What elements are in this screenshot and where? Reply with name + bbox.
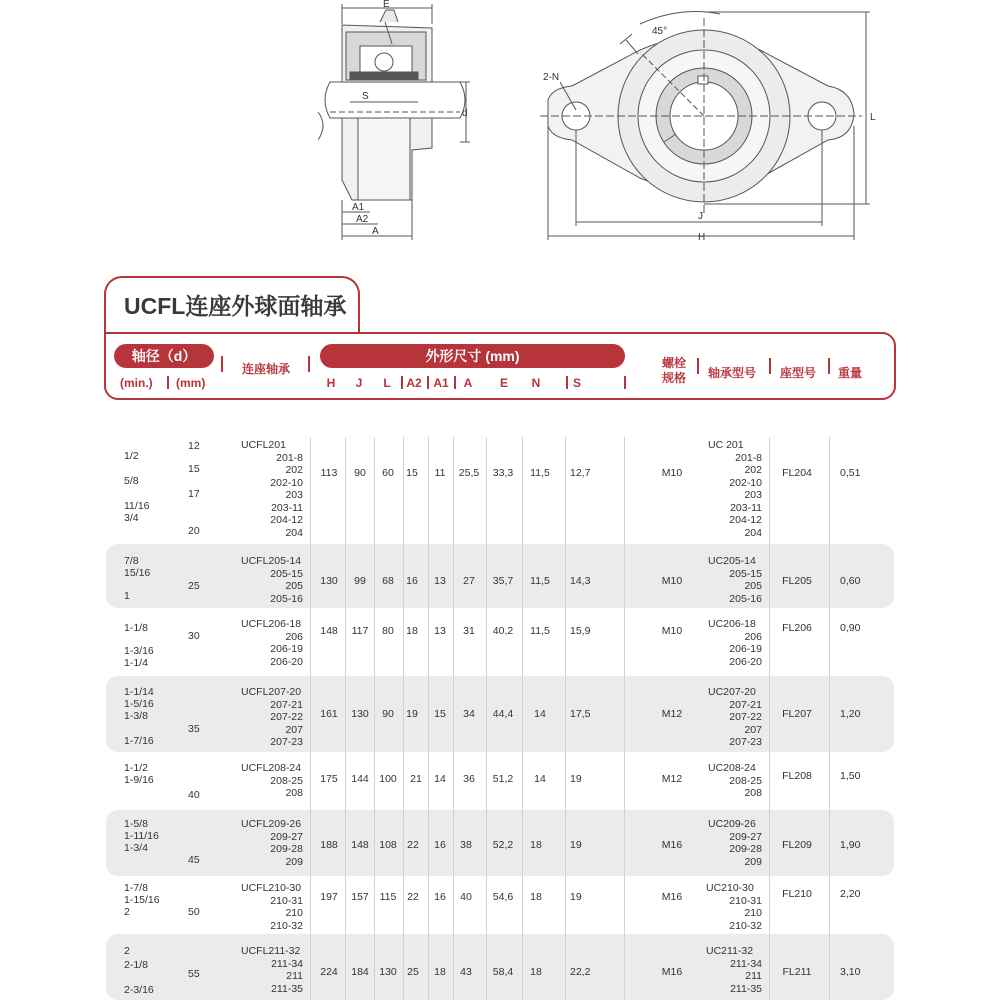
unit-bearing-list (241, 618, 303, 668)
mm-size: 17 (188, 488, 200, 500)
dim-j-value: 148 (351, 839, 369, 851)
unit-bearing-model: 205 (285, 580, 303, 592)
column-line (428, 437, 429, 1000)
unit-bearing-model: 211-34 (271, 957, 303, 970)
dim-l-value: 130 (379, 966, 397, 978)
bearing-list (708, 555, 762, 605)
dim-a1-value: 13 (434, 625, 446, 637)
dim-e-value: 40,2 (492, 625, 514, 637)
bearing-model: 202 (744, 464, 762, 476)
column-line (374, 437, 375, 1000)
dim-header-l: L (383, 376, 391, 390)
unit-bearing-header: 连座轴承 (242, 362, 291, 376)
dim-l-value: 60 (382, 467, 394, 479)
unit-bearing-model: 208-25 (270, 774, 303, 787)
column-line (829, 437, 830, 1000)
housing-model: FL211 (782, 966, 812, 978)
unit-bearing-model: UCFL209-26 (241, 818, 302, 830)
bearing-list (708, 618, 762, 668)
dim-a-value: 34 (463, 708, 475, 720)
inch-size: 1-7/8 (124, 882, 148, 894)
dim-label-d: d (462, 108, 468, 119)
dim-a-value: 40 (460, 891, 472, 903)
bearing-model: 204-12 (729, 514, 762, 526)
dim-a1-value: 15 (434, 708, 446, 720)
dim-a2-value: 21 (410, 773, 422, 785)
inch-size: 1 (124, 590, 130, 602)
technical-drawings (0, 0, 1000, 260)
inch-size: 1-11/16 (124, 830, 159, 842)
bearing-model: 208-25 (729, 774, 762, 787)
mm-size: 40 (188, 789, 200, 801)
inch-size: 1-5/16 (124, 698, 154, 710)
housing-model: FL209 (782, 839, 812, 851)
unit-bearing-model: 205-15 (270, 567, 303, 580)
unit-bearing-model: 202-10 (270, 476, 303, 489)
inch-size: 1-9/16 (124, 774, 154, 786)
weight-header: 重量 (838, 366, 863, 380)
side-section-view (318, 4, 470, 240)
column-line (310, 437, 311, 1000)
header-separator (828, 358, 830, 374)
bearing-model: 201-8 (735, 451, 762, 464)
dim-a2-value: 22 (407, 891, 419, 903)
bearing-model: 205-15 (729, 567, 762, 580)
dim-n-value: 18 (530, 891, 542, 903)
inch-size: 2-1/8 (124, 959, 148, 971)
dim-h-value: 224 (320, 966, 338, 978)
dim-a1-value: 13 (434, 575, 446, 587)
bolt-size: M16 (661, 891, 683, 903)
dim-h-value: 161 (320, 708, 338, 720)
bearing-no-header: 轴承型号 (708, 366, 757, 380)
dim-j-value: 117 (351, 625, 369, 637)
dim-h-value: 113 (320, 467, 338, 479)
dim-header-j: J (355, 376, 363, 390)
angle-label: 45° (652, 26, 668, 37)
dim-n-value: 11,5 (530, 575, 550, 587)
dim-s-value: 19 (570, 891, 582, 903)
housing-model: FL204 (782, 467, 812, 479)
bearing-model: 207-23 (729, 736, 762, 748)
inch-size: 2 (124, 945, 130, 957)
dim-a2-value: 15 (406, 467, 418, 479)
dim-header-s: S (572, 376, 582, 390)
unit-bearing-model: 207-22 (270, 711, 303, 723)
page-title: UCFL连座外球面轴承 (124, 293, 347, 319)
unit-bearing-model: 206-20 (270, 655, 303, 668)
bearing-model: 206-19 (729, 643, 762, 655)
unit-bearing-model: 206-19 (270, 643, 303, 655)
mm-unit-label: (mm) (176, 376, 206, 390)
inch-size: 1-1/4 (124, 657, 148, 669)
bearing-model: UC207-20 (708, 686, 756, 698)
dim-a2-value: 16 (406, 575, 418, 587)
unit-bearing-model: 207 (285, 723, 303, 736)
bearing-model: 211-35 (730, 982, 762, 995)
dim-h-value: 188 (320, 839, 338, 851)
unit-bearing-list (241, 762, 303, 800)
bolt-size: M10 (661, 625, 683, 637)
dim-a-value: 36 (463, 773, 475, 785)
unit-bearing-model: 201-8 (276, 451, 303, 464)
dim-a-value: 43 (460, 966, 472, 978)
mm-size: 20 (188, 525, 200, 537)
inch-size: 1-1/14 (124, 686, 154, 698)
dim-n-value: 11,5 (530, 467, 550, 479)
dim-j-value: 184 (351, 966, 369, 978)
housing-model: FL207 (782, 708, 812, 720)
dim-a1-value: 11 (434, 467, 446, 479)
unit-bearing-model: 208 (285, 787, 303, 799)
unit-bearing-model: 210 (285, 907, 303, 919)
bolt-header-line2: 规格 (662, 371, 687, 385)
bearing-model: 209-28 (729, 843, 762, 855)
dimensions-pill (320, 344, 625, 368)
bolt-header (662, 356, 686, 386)
bearing-model: UC208-24 (708, 762, 756, 774)
dim-h-value: 197 (320, 891, 338, 903)
bearing-model: 209 (744, 855, 762, 868)
dim-s-value: 12,7 (570, 467, 591, 479)
dim-label-a1: A1 (352, 202, 365, 213)
unit-bearing-model: UCFL208-24 (241, 762, 302, 774)
dim-a1-value: 16 (434, 839, 446, 851)
mm-size: 35 (188, 723, 200, 735)
dim-j-value: 99 (354, 575, 366, 587)
bearing-model: UC211-32 (706, 945, 754, 957)
bearing-model: 205-16 (729, 592, 762, 605)
dim-s-value: 15,9 (570, 625, 591, 637)
dim-s-value: 19 (570, 839, 582, 851)
dim-e-value: 54,6 (492, 891, 514, 903)
column-line (345, 437, 346, 1000)
dim-j-value: 157 (351, 891, 369, 903)
housing-model: FL208 (782, 770, 812, 782)
dim-n-value: 18 (530, 839, 542, 851)
unit-bearing-model: 204-12 (270, 514, 303, 526)
bearing-model: UC209-26 (708, 818, 756, 830)
dim-j-value: 144 (351, 773, 369, 785)
dim-a2-value: 25 (407, 966, 419, 978)
mm-size: 30 (188, 630, 200, 642)
dim-l-value: 115 (379, 891, 397, 903)
dim-header-n: N (531, 376, 541, 390)
dim-h-value: 130 (320, 575, 338, 587)
unit-bearing-model: 204 (285, 526, 303, 539)
bearing-list (708, 762, 762, 800)
inch-size: 11/16 (124, 500, 150, 512)
bolt-header-line1: 螺栓 (662, 356, 687, 370)
mm-size: 45 (188, 854, 200, 866)
mm-size: 25 (188, 580, 200, 592)
dim-e-value: 58,4 (492, 966, 514, 978)
unit-bearing-model: UCFL210-30 (241, 882, 302, 894)
bearing-model: 206 (744, 630, 762, 643)
weight-value: 0,60 (840, 575, 861, 587)
inch-size: 1-3/4 (124, 842, 148, 854)
dim-e-value: 33,3 (492, 467, 514, 479)
bearing-model: UC 201 (708, 439, 744, 451)
housing-model: FL206 (782, 622, 812, 634)
dim-label-a: A (372, 226, 379, 237)
bearing-model: 207-22 (729, 711, 762, 723)
dim-a-value: 25,5 (458, 467, 480, 479)
dim-a1-value: 18 (434, 966, 446, 978)
unit-bearing-model: 210-31 (270, 894, 303, 907)
inch-size: 2 (124, 906, 130, 918)
unit-bearing-model: 211 (286, 970, 303, 982)
column-line (522, 437, 523, 1000)
bearing-model: UC206-18 (708, 618, 756, 630)
unit-bearing-list (241, 686, 303, 749)
dim-n-value: 11,5 (530, 625, 550, 637)
weight-value: 2,20 (840, 888, 861, 900)
dim-a2-value: 19 (406, 708, 418, 720)
weight-value: 1,20 (840, 708, 861, 720)
dim-label-j: J (698, 211, 703, 222)
front-flange-view (540, 12, 870, 240)
unit-bearing-model: 202 (285, 464, 303, 476)
header-separator (697, 358, 699, 374)
shaft-diameter-label: 轴径（d） (131, 348, 197, 364)
dim-header-a: A (463, 376, 473, 390)
dim-h-value: 148 (320, 625, 338, 637)
bearing-model: 209-27 (729, 830, 762, 843)
mm-size: 15 (188, 463, 200, 475)
dim-label-l: L (870, 112, 876, 123)
dim-label-s: S (362, 91, 369, 102)
bearing-list (708, 439, 762, 539)
header-separator (427, 376, 429, 389)
bearing-model: UC210-30 (706, 882, 754, 894)
bearing-model: 203 (744, 489, 762, 501)
dim-l-value: 68 (382, 575, 394, 587)
column-line (486, 437, 487, 1000)
unit-bearing-model: UCFL207-20 (241, 686, 302, 698)
unit-bearing-model: 210-32 (270, 919, 303, 932)
bolt-size: M16 (661, 966, 683, 978)
dim-a-value: 27 (463, 575, 475, 587)
header-separator (566, 376, 568, 389)
inch-size: 15/16 (124, 567, 151, 579)
unit-bearing-model: 203 (285, 489, 303, 501)
unit-bearing-model: 205-16 (270, 592, 303, 605)
dim-header-a1: A1 (433, 376, 449, 390)
weight-value: 0,90 (840, 622, 861, 634)
bearing-list (708, 818, 762, 868)
header-separator (167, 376, 169, 389)
dim-s-value: 17,5 (570, 708, 591, 720)
bearing-model: 208 (744, 787, 762, 799)
dim-e-value: 52,2 (492, 839, 514, 851)
unit-bearing-list (241, 818, 303, 868)
unit-bearing-list (241, 945, 303, 995)
weight-value: 1,90 (840, 839, 861, 851)
column-line (624, 437, 625, 1000)
unit-bearing-model: 209-27 (270, 830, 303, 843)
unit-bearing-list (241, 439, 303, 539)
bolt-size: M10 (661, 575, 683, 587)
mm-size: 12 (188, 440, 200, 452)
bearing-model: 210-31 (729, 894, 762, 907)
unit-bearing-model: 211-35 (271, 982, 303, 995)
mm-size: 50 (188, 906, 200, 918)
bearing-model: 203-11 (730, 501, 762, 514)
inch-size: 1-15/16 (124, 894, 160, 906)
bearing-model: 211 (745, 970, 762, 982)
dim-a2-value: 18 (406, 625, 418, 637)
bearing-model: 211-34 (730, 957, 762, 970)
unit-bearing-list (241, 882, 303, 932)
dim-s-value: 19 (570, 773, 582, 785)
dim-n-value: 14 (534, 708, 546, 720)
dim-label-a2: A2 (356, 214, 369, 225)
column-line (453, 437, 454, 1000)
dim-a-value: 31 (463, 625, 475, 637)
dim-header-e: E (499, 376, 509, 390)
dim-e-value: 51,2 (492, 773, 514, 785)
dim-a1-value: 16 (434, 891, 446, 903)
dim-label-e: E (383, 0, 390, 10)
weight-value: 1,50 (840, 770, 861, 782)
inch-size: 1-7/16 (124, 735, 154, 747)
dim-l-value: 90 (382, 708, 394, 720)
dim-a1-value: 14 (434, 773, 446, 785)
inch-size: 1-1/2 (124, 762, 148, 774)
dim-l-value: 80 (382, 625, 394, 637)
housing-model: FL210 (782, 888, 812, 900)
inch-size: 2-3/16 (124, 984, 154, 996)
mm-size: 55 (188, 968, 200, 980)
weight-value: 3,10 (840, 966, 861, 978)
dim-e-value: 44,4 (492, 708, 514, 720)
housing-model: FL205 (782, 575, 812, 587)
inch-size: 1-5/8 (124, 818, 148, 830)
unit-bearing-model: 207-23 (270, 736, 303, 748)
dimensions-title: 外形尺寸 (mm) (425, 348, 520, 364)
min-unit-label: (min.) (120, 376, 153, 390)
bearing-model: 210-32 (729, 919, 762, 932)
bearing-model: 207-21 (729, 698, 762, 711)
bearing-model: 206-20 (729, 655, 762, 668)
bearing-model: 210 (744, 907, 762, 919)
inch-size: 5/8 (124, 475, 139, 487)
column-line (403, 437, 404, 1000)
dim-a2-value: 22 (407, 839, 419, 851)
column-line (769, 437, 770, 1000)
inch-size: 1/2 (124, 450, 139, 462)
housing-no-header: 座型号 (780, 366, 817, 380)
bearing-list (706, 945, 762, 995)
header-separator (221, 356, 223, 372)
inch-size: 7/8 (124, 555, 139, 567)
dim-label-n: 2-N (543, 72, 560, 83)
unit-bearing-model: UCFL211-32 (241, 945, 301, 957)
unit-bearing-model: UCFL206-18 (241, 618, 302, 630)
unit-bearing-list (241, 555, 303, 605)
bolt-size: M10 (661, 467, 683, 479)
bearing-model: 204 (744, 526, 762, 539)
inch-size: 3/4 (124, 512, 139, 524)
unit-bearing-model: 209-28 (270, 843, 303, 855)
unit-bearing-model: 206 (285, 630, 303, 643)
column-line (565, 437, 566, 1000)
dim-header-h: H (326, 376, 336, 390)
bearing-list (708, 686, 762, 749)
header-separator (624, 376, 626, 389)
dim-s-value: 22,2 (570, 966, 591, 978)
dim-j-value: 130 (351, 708, 369, 720)
unit-bearing-model: 209 (285, 855, 303, 868)
bearing-model: 202-10 (729, 476, 762, 489)
unit-bearing-model: UCFL201 (241, 439, 286, 451)
weight-value: 0,51 (840, 467, 861, 479)
bearing-model: UC205-14 (708, 555, 756, 567)
dim-label-h: H (698, 232, 706, 243)
dim-a-value: 38 (460, 839, 472, 851)
header-separator (769, 358, 771, 374)
dim-s-value: 14,3 (570, 575, 591, 587)
shaft-diameter-pill (114, 344, 214, 368)
dim-n-value: 18 (530, 966, 542, 978)
inch-size: 1-3/16 (124, 645, 154, 657)
unit-bearing-model: 207-21 (270, 698, 303, 711)
dim-j-value: 90 (354, 467, 366, 479)
bearing-model: 205 (744, 580, 762, 592)
bolt-size: M12 (661, 773, 683, 785)
header-separator (308, 356, 310, 372)
inch-size: 1-1/8 (124, 622, 148, 634)
dim-l-value: 108 (379, 839, 397, 851)
bolt-size: M16 (661, 839, 683, 851)
header-separator (401, 376, 403, 389)
dim-n-value: 14 (534, 773, 546, 785)
bearing-model: 207 (744, 723, 762, 736)
bolt-size: M12 (661, 708, 683, 720)
header-separator (454, 376, 456, 389)
dim-e-value: 35,7 (492, 575, 514, 587)
inch-size: 1-3/8 (124, 710, 148, 722)
bearing-list (706, 882, 762, 932)
dim-header-a2: A2 (406, 376, 422, 390)
unit-bearing-model: 203-11 (271, 501, 303, 514)
unit-bearing-model: UCFL205-14 (241, 555, 302, 567)
dim-h-value: 175 (320, 773, 338, 785)
dim-l-value: 100 (379, 773, 397, 785)
